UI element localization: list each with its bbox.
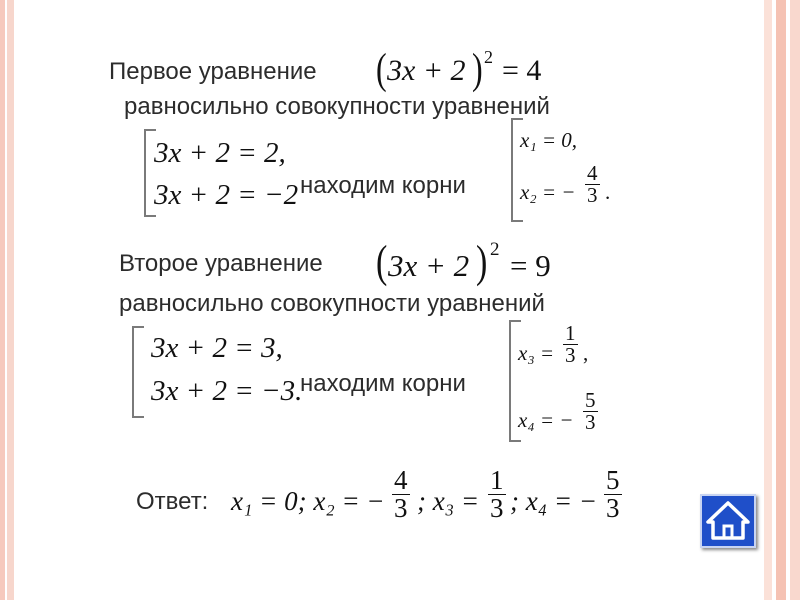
eq2-root4-fraction <box>583 390 598 433</box>
answer-part1: x₁ = 0; x₂ = − <box>231 486 385 516</box>
eq2-inner: 3x + 2 <box>388 248 470 283</box>
eq1-root2-numerator: 4 <box>587 161 598 185</box>
eq1-system-line1: 3x + 2 = 2, <box>154 137 286 169</box>
eq1-root2-fraction <box>585 163 600 206</box>
home-icon <box>702 496 754 546</box>
eq2-root4-lhs: x₄ = − <box>518 408 574 432</box>
eq1-find-roots-text: находим корни <box>300 172 466 199</box>
eq2-system-line2: 3x + 2 = −3. <box>151 375 303 407</box>
eq2-label: Второе уравнение <box>119 250 323 277</box>
eq2-root3-comma: , <box>583 341 589 365</box>
eq2-exponent: 2 <box>490 239 500 260</box>
eq1-root2-lhs: x₂ = − <box>520 180 576 204</box>
eq1-root1: x₁ = 0, <box>520 128 578 152</box>
answer-part2: ; x₃ = <box>417 486 480 516</box>
answer-part3: ; x₄ = − <box>510 486 598 516</box>
slide <box>14 0 764 600</box>
home-button[interactable] <box>700 494 756 548</box>
answer-x3-fraction <box>488 467 506 522</box>
eq2-root4-numerator: 5 <box>585 388 596 412</box>
eq2-find-roots-text: находим корни <box>300 370 466 397</box>
eq1-lpar: ( <box>376 43 387 93</box>
eq2-root3-lhs: x₃ = <box>518 341 555 365</box>
eq1-rhs: = 4 <box>502 54 542 87</box>
eq1-equivalent-text: равносильно совокупности уравнений <box>124 93 550 120</box>
eq1-system-line2: 3x + 2 = −2 <box>154 179 299 211</box>
eq2-system-line1: 3x + 2 = 3, <box>151 332 283 364</box>
answer-x4-denominator: 3 <box>606 493 620 523</box>
eq2-system-bracket <box>132 326 144 418</box>
eq2-rpar: ) <box>476 237 488 288</box>
eq2-root3-numerator: 1 <box>565 321 576 345</box>
eq1-root2-period: . <box>605 180 611 204</box>
eq2-rhs: = 9 <box>510 248 551 283</box>
eq2-root4-denominator: 3 <box>585 410 596 434</box>
answer-x3-numerator: 1 <box>490 465 504 495</box>
eq2-lpar: ( <box>376 237 388 288</box>
answer-x4-numerator: 5 <box>606 465 620 495</box>
eq1-inner: 3x + 2 <box>387 54 466 87</box>
eq1-rpar: ) <box>472 43 483 93</box>
eq1-root2-denominator: 3 <box>587 183 598 207</box>
left-decorative-border <box>0 0 14 600</box>
answer-x2-numerator: 4 <box>394 465 408 495</box>
answer-label: Ответ: <box>136 488 209 515</box>
eq2-root3-denominator: 3 <box>565 343 576 367</box>
eq1-exponent: 2 <box>484 47 493 67</box>
answer-x2-denominator: 3 <box>394 493 408 523</box>
answer-x2-fraction <box>392 467 410 522</box>
eq2-equivalent-text: равносильно совокупности уравнений <box>119 290 545 317</box>
answer-x3-denominator: 3 <box>490 493 504 523</box>
answer-x4-fraction <box>604 467 622 522</box>
eq2-root3-fraction <box>563 323 578 366</box>
eq1-label: Первое уравнение <box>109 58 317 85</box>
right-decorative-border <box>764 0 800 600</box>
